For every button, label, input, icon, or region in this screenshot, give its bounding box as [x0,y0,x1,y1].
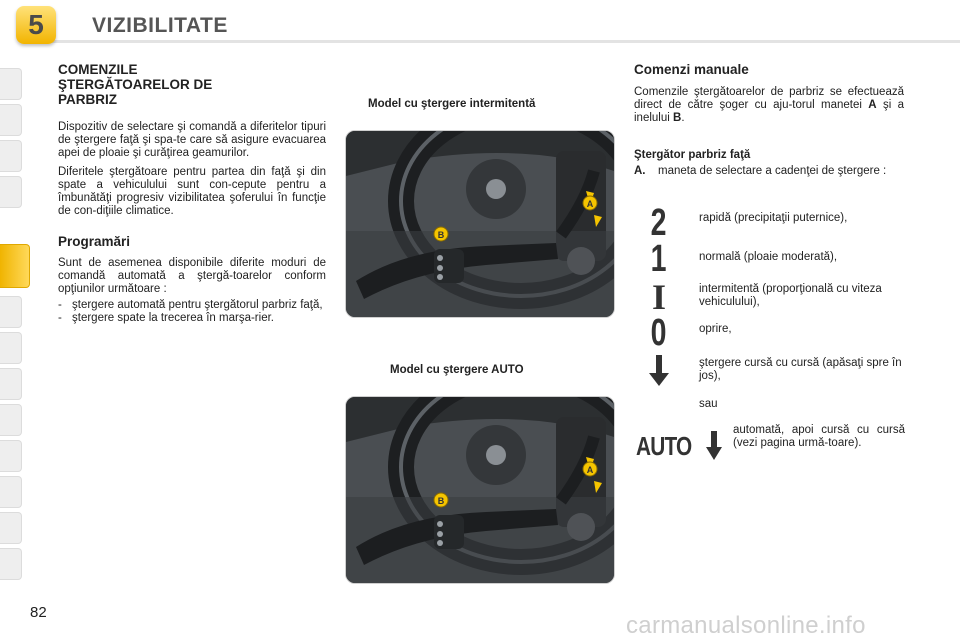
chapter-tab-rail [0,68,22,578]
programming-paragraph: Sunt de asemenea disponibile diferite moduri de comandă automată a ştergă-toarelor conform opţiunilor următoare : [58,257,326,295]
wiper-stalk-photo-intermittent [345,130,615,318]
intermittent-icon [642,277,676,317]
list-item-text: ştergere automată pentru ştergătorul parbriz faţă, [72,299,323,311]
label-b: B [437,496,445,506]
right-column [634,62,904,178]
list-dash: - [58,299,62,311]
chapter-tab[interactable] [0,404,22,436]
manual-controls-heading: Comenzi manuale [634,62,749,77]
wiper-stalk-illustration [346,131,614,317]
mode-text: normală (ploaie moderată), [699,251,838,263]
mode-symbol: 1 [651,238,667,280]
page-number: 82 [30,604,47,621]
list-dash: - [58,312,62,324]
intro-paragraph: Dispozitiv de selectare şi comandă a diferitelor tipuri de ştergere faţă şi spa-te care să asigure evacuarea apei de ploaie şi curăţirea geamurilor. [58,121,326,159]
wiper-stalk-illustration [346,397,614,583]
single-wipe-down-arrow-icon [646,354,672,388]
chapter-tab[interactable] [0,440,22,472]
intro-text: . [681,112,685,124]
left-column [58,62,326,325]
chapter-tab[interactable] [0,104,22,136]
mode-text: oprire, [699,323,732,335]
image-caption-intermittent: Model cu ştergere intermitentă [368,98,536,110]
chapter-number-badge: 5 [16,6,56,44]
or-text: sau [699,398,718,410]
section-heading [58,62,326,107]
speed-2-icon [642,202,676,244]
chapter-tab[interactable] [0,476,22,508]
auto-symbol: AUTO [636,430,692,461]
list-item [58,299,326,312]
intro-label-b: B [673,112,682,124]
chapter-tab[interactable] [0,548,22,580]
chapter-tab[interactable] [0,512,22,544]
intro-label-a: A [868,99,877,111]
list-item [58,312,326,325]
item-a [634,165,904,178]
watermark: carmanualsonline.info [626,612,866,639]
intro-paragraph-2: Diferitele ştergătoare pentru partea din faţă şi din spate a vehiculului sunt con-cepute pentru a îmbunătăţi progresiv vizibilitatea şoferului în funcţie de con-diţiile climatice. [58,166,326,217]
speed-1-icon [642,238,676,280]
chapter-tab[interactable] [0,296,22,328]
down-arrow-icon [706,431,722,461]
heading-line: COMENZILE [58,62,138,77]
mode-text: intermitentă (proporţională cu viteza vehiculului), [699,283,882,308]
intro-text: şi a inelului [634,99,905,124]
label-a: A [586,199,594,209]
auto-mode-text: automată, apoi cursă cu cursă (vezi pagina urmă-toare). [733,424,905,449]
intro-text: Comenzile ştergătoarelor de parbriz se efectuează direct de către şoger cu aju-torul manetei [634,86,904,111]
item-a-label: A. [634,165,646,177]
chapter-tab[interactable] [0,140,22,172]
programming-heading: Programări [58,234,131,249]
chapter-tab[interactable] [0,368,22,400]
mode-text: rapidă (precipitaţii puternice), [699,212,848,224]
mode-symbol: 2 [651,202,667,244]
chapter-title: VIZIBILITATE [92,14,228,37]
header-divider [52,40,960,43]
front-wiper-heading: Ştergător parbriz faţă [634,149,751,161]
chapter-tab[interactable] [0,332,22,364]
chapter-tab[interactable] [0,68,22,100]
mode-symbol: 0 [651,312,667,354]
mode-text: ştergere cursă cu cursă (apăsaţi spre în jos), [699,357,902,382]
heading-line: PARBRIZ [58,92,117,107]
chapter-tab[interactable] [0,176,22,208]
list-item-text: ştergere spate la trecerea în marşa-rier. [72,312,274,324]
label-a: A [586,465,594,475]
manual-controls-intro [634,86,904,125]
item-a-text: maneta de selectare a cadenţei de ştergere : [658,165,887,177]
wiper-stalk-photo-auto [345,396,615,584]
mode-symbol: I [651,277,666,317]
heading-line: ŞTERGĂTOARELOR DE [58,77,213,92]
off-icon [642,312,676,354]
image-caption-auto: Model cu ştergere AUTO [390,364,524,376]
chapter-tab-active[interactable] [0,244,30,288]
auto-mode-icon [636,430,722,462]
label-b: B [437,230,445,240]
